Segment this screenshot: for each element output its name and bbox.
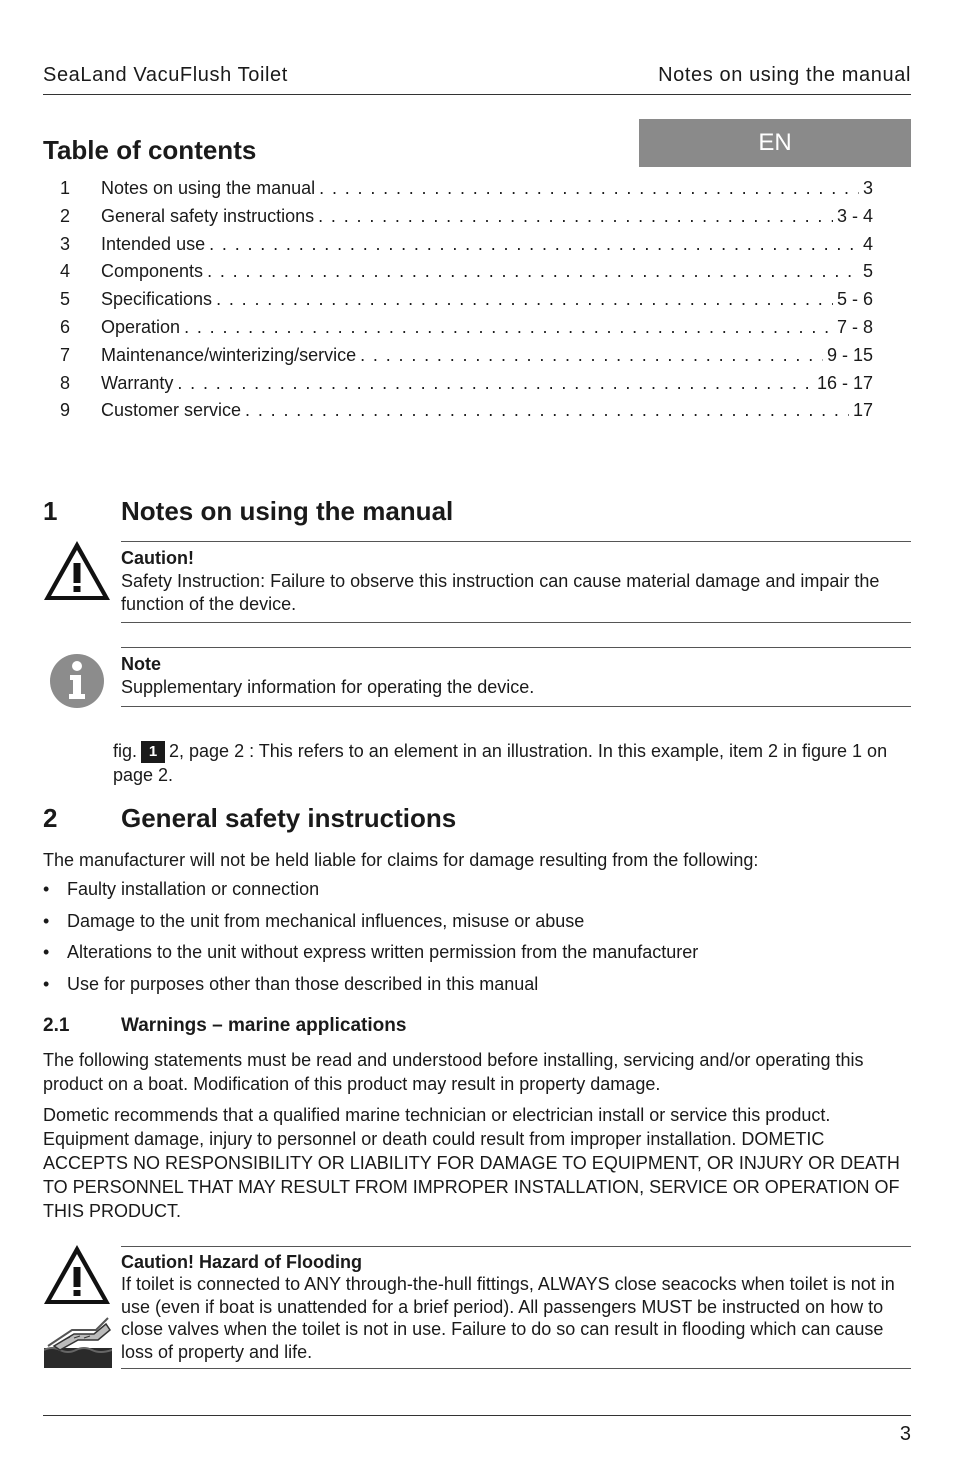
list-item-text: Use for purposes other than those described in this manual: [67, 973, 539, 994]
header-divider: [43, 94, 911, 95]
toc-entry-label: Components: [101, 261, 204, 282]
figure-number-box: 1: [141, 741, 165, 763]
toc-entry-label: General safety instructions: [101, 205, 315, 226]
toc-leader-dots: [216, 289, 833, 310]
toc-entry[interactable]: [43, 400, 873, 428]
section-2-intro: The manufacturer will not be held liable for claims for damage resulting from the following:: [43, 850, 759, 870]
flood-caution-heading: Caution! Hazard of Flooding: [121, 1252, 362, 1272]
figure-reference-text: [113, 739, 913, 787]
caution-bottom-rule: [121, 622, 911, 623]
subsection-paragraph-1: The following statements must be read and understood before installing, servicing and/or operating this product on a boat. Modification of this product may result in property damage.: [43, 1050, 864, 1094]
toc-entry-number: 5: [60, 289, 71, 310]
toc-entry[interactable]: [43, 234, 873, 262]
toc-entry-page: 9 - 15: [826, 344, 873, 365]
list-item: [43, 974, 911, 1006]
toc-entry-label: Intended use: [101, 233, 206, 254]
warning-triangle-icon: [42, 1243, 112, 1312]
toc-entry-page: 17: [852, 400, 873, 421]
toc-leader-dots: [319, 178, 859, 199]
note-heading: Note: [121, 654, 161, 674]
info-icon: [49, 653, 105, 714]
toc-entry[interactable]: [43, 289, 873, 317]
toc-entry[interactable]: [43, 345, 873, 373]
warning-triangle-icon: [42, 539, 112, 608]
toc-entry-number: 8: [60, 372, 71, 393]
note-text: Supplementary information for operating the device.: [121, 677, 535, 697]
toc-entry-number: 6: [60, 316, 71, 337]
fig-explanation: 2, page 2 : This refers to an element in an illustration. In this example, item 2 in figure 1 on page 2.: [113, 741, 888, 785]
bullet-icon: •: [43, 879, 50, 899]
toc-title: Table of contents: [43, 135, 257, 165]
caution-heading: Caution!: [121, 548, 194, 568]
section-1-title: Notes on using the manual: [121, 496, 454, 526]
bullet-icon: •: [43, 942, 50, 962]
list-item-text: Faulty installation or connection: [67, 879, 320, 899]
header-title: SeaLand VacuFlush Toilet: [43, 64, 288, 86]
flood-caution-bottom-rule: [121, 1368, 911, 1369]
note-top-rule: [121, 647, 911, 648]
toc-entry-page: 7 - 8: [836, 316, 873, 337]
note-bottom-rule: [121, 706, 911, 707]
section-2-title: General safety instructions: [121, 803, 457, 833]
toc-leader-dots: [245, 400, 849, 421]
toc-entry-page: 3: [862, 178, 873, 198]
caution-text: Safety Instruction: Failure to observe this instruction can cause material damage and impair the function of the device.: [121, 571, 880, 614]
toc-entry[interactable]: [43, 261, 873, 289]
toc-entry-number: 2: [60, 205, 71, 226]
toc-entry-number: 4: [60, 261, 71, 282]
list-item-text: Alterations to the unit without express written permission from the manufacturer: [67, 942, 699, 962]
toc-entry-page: 5: [862, 261, 873, 282]
flood-caution-text: If toilet is connected to ANY through-the-hull fittings, ALWAYS close seacocks when toilet is not in use (even if boat is unattended for a brief period). All passengers MUST be instructed on how to close valves when the toilet is not in use. Failure to do so can result in flooding which can cause loss of property and life.: [121, 1274, 895, 1362]
flood-caution-top-rule: [121, 1246, 911, 1247]
list-item: [43, 911, 911, 943]
toc-entry-page: 4: [862, 233, 873, 254]
toc-entry-page: 16 - 17: [816, 372, 873, 393]
list-item: [43, 879, 911, 911]
toc-leader-dots: [184, 317, 833, 338]
header-section: Notes on using the manual: [658, 64, 911, 86]
subsection-title: Warnings – marine applications: [121, 1015, 407, 1036]
toc-entry[interactable]: [43, 178, 873, 206]
toc-entry[interactable]: [43, 206, 873, 234]
list-item: [43, 942, 911, 974]
toc-leader-dots: [207, 261, 859, 282]
toc-entry-number: 1: [60, 178, 71, 198]
toc-leader-dots: [177, 373, 813, 394]
subsection-paragraph-2: Dometic recommends that a qualified marine technician or electrician install or service this product. Equipment damage, injury to personnel or death could result from improper installation. DOMETIC ACCEPTS NO RESPONSIBILITY OR LIABILITY FOR DAMAGE TO EQUIPMENT, OR INJURY OR DEATH TO PERSONNEL THAT MAY RESULT FROM IMPROPER INSTALLATION, SERVICE OR OPERATION OF THIS PRODUCT.: [43, 1105, 900, 1221]
toc-entry-number: 3: [60, 233, 71, 254]
toc-entry-page: 5 - 6: [836, 289, 873, 310]
toc-leader-dots: [318, 206, 833, 227]
toc-entry-label: Maintenance/winterizing/service: [101, 344, 357, 365]
section-2-number: 2: [43, 803, 58, 833]
liability-bullet-list: [43, 879, 911, 1005]
footer-divider: [43, 1415, 911, 1416]
toc-entry-label: Specifications: [101, 289, 213, 310]
language-badge: EN: [639, 119, 911, 167]
toc-entry-label: Operation: [101, 316, 181, 337]
toc-list: [43, 178, 873, 428]
toc-leader-dots: [209, 234, 859, 255]
caution-top-rule: [121, 541, 911, 542]
flooding-hazard-icon: [44, 1316, 112, 1373]
toc-entry[interactable]: [43, 373, 873, 401]
list-item-text: Damage to the unit from mechanical influences, misuse or abuse: [67, 910, 585, 931]
toc-entry-label: Notes on using the manual: [101, 178, 316, 198]
toc-entry-page: 3 - 4: [836, 205, 873, 226]
toc-entry[interactable]: [43, 317, 873, 345]
fig-prefix: fig.: [113, 741, 138, 761]
toc-entry-label: Warranty: [101, 372, 174, 393]
toc-entry-number: 7: [60, 344, 71, 365]
bullet-icon: •: [43, 973, 50, 994]
toc-entry-label: Customer service: [101, 400, 242, 421]
toc-entry-number: 9: [60, 400, 71, 421]
section-1-number: 1: [43, 496, 58, 526]
page-number: 3: [899, 1423, 911, 1445]
subsection-number: 2.1: [43, 1015, 70, 1036]
toc-leader-dots: [360, 345, 823, 366]
bullet-icon: •: [43, 910, 50, 931]
